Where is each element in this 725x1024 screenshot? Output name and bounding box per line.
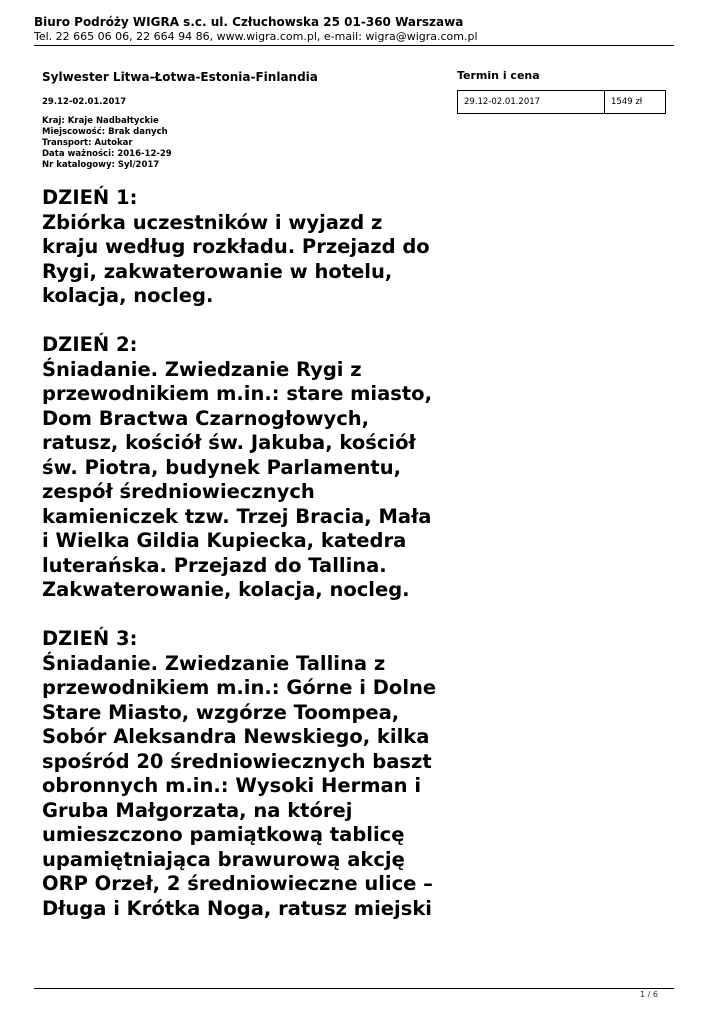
tour-meta xyxy=(42,116,422,171)
meta-location: Miejscowość: Brak danych xyxy=(42,127,168,137)
day-heading: DZIEŃ 2: xyxy=(42,333,138,356)
page-number: 1 / 6 xyxy=(640,990,658,999)
day-line: przewodnikiem m.in.: stare miasto, xyxy=(42,382,432,405)
day-line: obronnych m.in.: Wysoki Herman i xyxy=(42,774,422,797)
day-line: Śniadanie. Zwiedzanie Tallina z xyxy=(42,651,386,675)
tour-date: 29.12-02.01.2017 xyxy=(42,97,127,107)
company-contact: Tel. 22 665 06 06, 22 664 94 86, www.wigra.com.pl, e-mail: wigra@wigra.com.pl xyxy=(34,30,478,43)
day-line: Dom Bractwa Czarnogłowych, xyxy=(42,406,370,430)
company-name: Biuro Podróży WIGRA s.c. ul. Człuchowska 25 01-360 Warszawa xyxy=(34,15,464,29)
day-heading: DZIEŃ 1: xyxy=(42,186,138,209)
day-line: Rygi, zakwaterowanie w hotelu, xyxy=(42,259,393,283)
tour-title: Sylwester Litwa-Łotwa-Estonia-Finlandia xyxy=(42,70,318,84)
day-line: Stare Miasto, wzgórze Toompea, xyxy=(42,700,400,724)
pricing-section xyxy=(457,69,666,114)
pricing-title: Termin i cena xyxy=(457,69,540,82)
day-line: św. Piotra, budynek Parlamentu, xyxy=(42,455,402,479)
table-row xyxy=(458,91,666,114)
day-line: upamiętniająca brawurową akcję xyxy=(42,847,405,871)
day-line: Zakwaterowanie, kolacja, nocleg. xyxy=(42,578,410,601)
day-line: kolacja, nocleg. xyxy=(42,284,214,307)
day-line: spośród 20 średniowiecznych baszt xyxy=(42,749,432,773)
day-line: ratusz, kościół św. Jakuba, kościół xyxy=(42,431,416,454)
meta-valid-date: Data ważności: 2016-12-29 xyxy=(42,149,172,159)
day-line: Sobór Aleksandra Newskiego, kilka xyxy=(42,725,430,748)
day-line: i Wielka Gildia Kupiecka, katedra xyxy=(42,529,407,552)
day-line: Śniadanie. Zwiedzanie Rygi z xyxy=(42,357,362,381)
day-line: Gruba Małgorzata, na której xyxy=(42,798,353,822)
tour-info xyxy=(42,70,422,171)
footer-divider xyxy=(34,988,674,989)
meta-transport: Transport: Autokar xyxy=(42,138,133,148)
day-line: Zbiórka uczestników i wyjazd z xyxy=(42,210,383,234)
day-line: zespół średniowiecznych xyxy=(42,480,315,503)
day-line: umieszczono pamiątkową tablicę xyxy=(42,823,405,846)
meta-catalog-number: Nr katalogowy: Syl/2017 xyxy=(42,160,160,170)
price-term-cell: 29.12-02.01.2017 xyxy=(458,91,605,114)
pricing-table xyxy=(457,90,666,114)
meta-country: Kraj: Kraje Nadbałtyckie xyxy=(42,116,159,126)
day-line: kamieniczek tzw. Trzej Bracia, Mała xyxy=(42,504,432,528)
document-header xyxy=(34,15,674,44)
day-line: przewodnikiem m.in.: Górne i Dolne xyxy=(42,676,437,699)
day-line: ORP Orzeł, 2 średniowieczne ulice – xyxy=(42,872,433,895)
day-1 xyxy=(42,186,462,309)
day-line: luterańska. Przejazd do Tallina. xyxy=(42,553,387,577)
day-2 xyxy=(42,333,462,603)
day-heading: DZIEŃ 3: xyxy=(42,627,138,650)
day-line: kraju według rozkładu. Przejazd do xyxy=(42,235,430,258)
day-line: Długa i Krótka Noga, ratusz miejski xyxy=(42,896,432,920)
header-divider xyxy=(34,45,674,46)
price-amount-cell: 1549 zł xyxy=(605,91,666,114)
day-3 xyxy=(42,627,462,921)
itinerary xyxy=(42,186,462,946)
